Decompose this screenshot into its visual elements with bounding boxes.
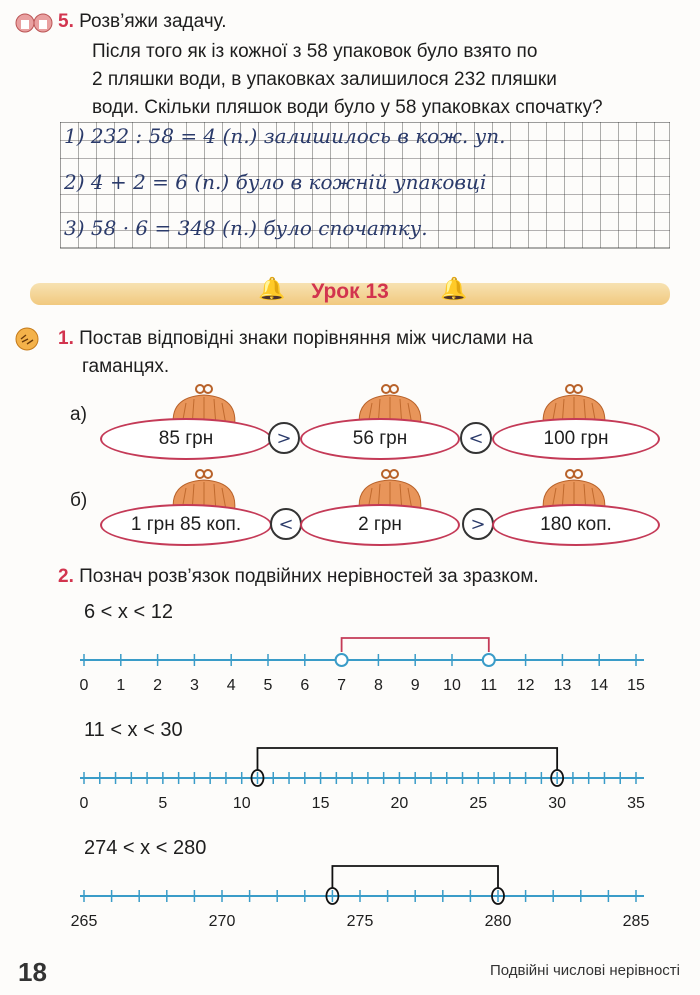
tick-label: 275: [346, 913, 374, 930]
interval-bracket: [257, 748, 557, 770]
task1-number: 1.: [58, 328, 74, 349]
tick-label: 8: [373, 677, 383, 694]
solution-line-2: 2) 4 + 2 = 6 (п.) було в кожній упаковці: [64, 170, 487, 194]
purse-value: 180 коп.: [492, 504, 660, 546]
solution-line-1: 1) 232 : 58 = 4 (п.) залишилось в кож. уп.: [64, 124, 506, 148]
tick-label: 6: [300, 677, 310, 694]
tick-label: 2: [153, 677, 163, 694]
lesson-title: Урок 13: [311, 280, 389, 303]
tick-label: 1: [116, 677, 126, 694]
comparison-sign[interactable]: <: [270, 508, 302, 540]
tick-label: 14: [590, 677, 609, 694]
task5-text-line: Після того як із кожної з 58 упаковок було взято по: [92, 41, 538, 62]
bell-icon: 🔔: [258, 276, 286, 301]
tick-label: 20: [390, 795, 409, 812]
comparison-sign[interactable]: >: [268, 422, 300, 454]
row-a-label: а): [70, 404, 87, 425]
purse-value: 1 грн 85 коп.: [100, 504, 272, 546]
tick-label: 9: [410, 677, 420, 694]
task5-text-line: води. Скільки пляшок води було у 58 упаковках спочатку?: [92, 97, 603, 118]
tick-label: 25: [469, 795, 488, 812]
tick-label: 7: [337, 677, 347, 694]
task1-text-line: гаманцях.: [82, 356, 170, 377]
tick-label: 5: [263, 677, 273, 694]
tick-label: 13: [553, 677, 572, 694]
tick-label: 15: [627, 677, 645, 694]
open-endpoint: [483, 654, 495, 666]
tick-label: 4: [226, 677, 236, 694]
section-title: Подвійні числові нерівності: [489, 962, 680, 979]
tick-label: 265: [70, 913, 98, 930]
task1-text-line: Постав відповідні знаки порівняння між числами на: [79, 328, 533, 349]
tick-label: 280: [484, 913, 512, 930]
purse-value: 2 грн: [300, 504, 460, 546]
tick-label: 285: [622, 913, 650, 930]
task5-text-line: 2 пляшки води, в упаковках залишилося 232 пляшки: [92, 69, 557, 90]
tick-label: 30: [548, 795, 567, 812]
open-endpoint: [336, 654, 348, 666]
row-b-label: б): [70, 490, 88, 511]
inequality-3: 274 < x < 280: [84, 837, 207, 859]
task5-title: Розв’яжи задачу.: [79, 11, 227, 32]
purse-value: 56 грн: [300, 418, 460, 460]
task2-number: 2.: [58, 566, 74, 587]
comparison-sign[interactable]: <: [460, 422, 492, 454]
purse-value: 85 грн: [100, 418, 272, 460]
comparison-sign[interactable]: >: [462, 508, 494, 540]
tick-label: 35: [627, 795, 645, 812]
tick-label: 10: [232, 795, 251, 812]
tick-label: 0: [79, 795, 89, 812]
solution-line-3: 3) 58 · 6 = 348 (п.) було спочатку.: [64, 216, 428, 240]
task5-number: 5.: [58, 11, 74, 32]
inequality-2: 11 < x < 30: [84, 719, 183, 741]
bell-icon: 🔔: [440, 276, 468, 301]
tick-label: 10: [443, 677, 461, 694]
tick-label: 0: [79, 677, 89, 694]
task2-instruction: Познач розв’язок подвійних нерівностей за зразком.: [79, 566, 539, 587]
purse-value: 100 грн: [492, 418, 660, 460]
tick-label: 270: [208, 913, 236, 930]
tick-label: 12: [516, 677, 535, 694]
tick-label: 11: [480, 677, 498, 694]
tick-label: 5: [158, 795, 168, 812]
tick-label: 15: [311, 795, 330, 812]
page-number: 18: [18, 957, 47, 987]
interval-bracket: [332, 866, 498, 888]
interval-bracket: [342, 638, 489, 652]
tick-label: 3: [189, 677, 199, 694]
inequality-1: 6 < x < 12: [84, 601, 173, 623]
